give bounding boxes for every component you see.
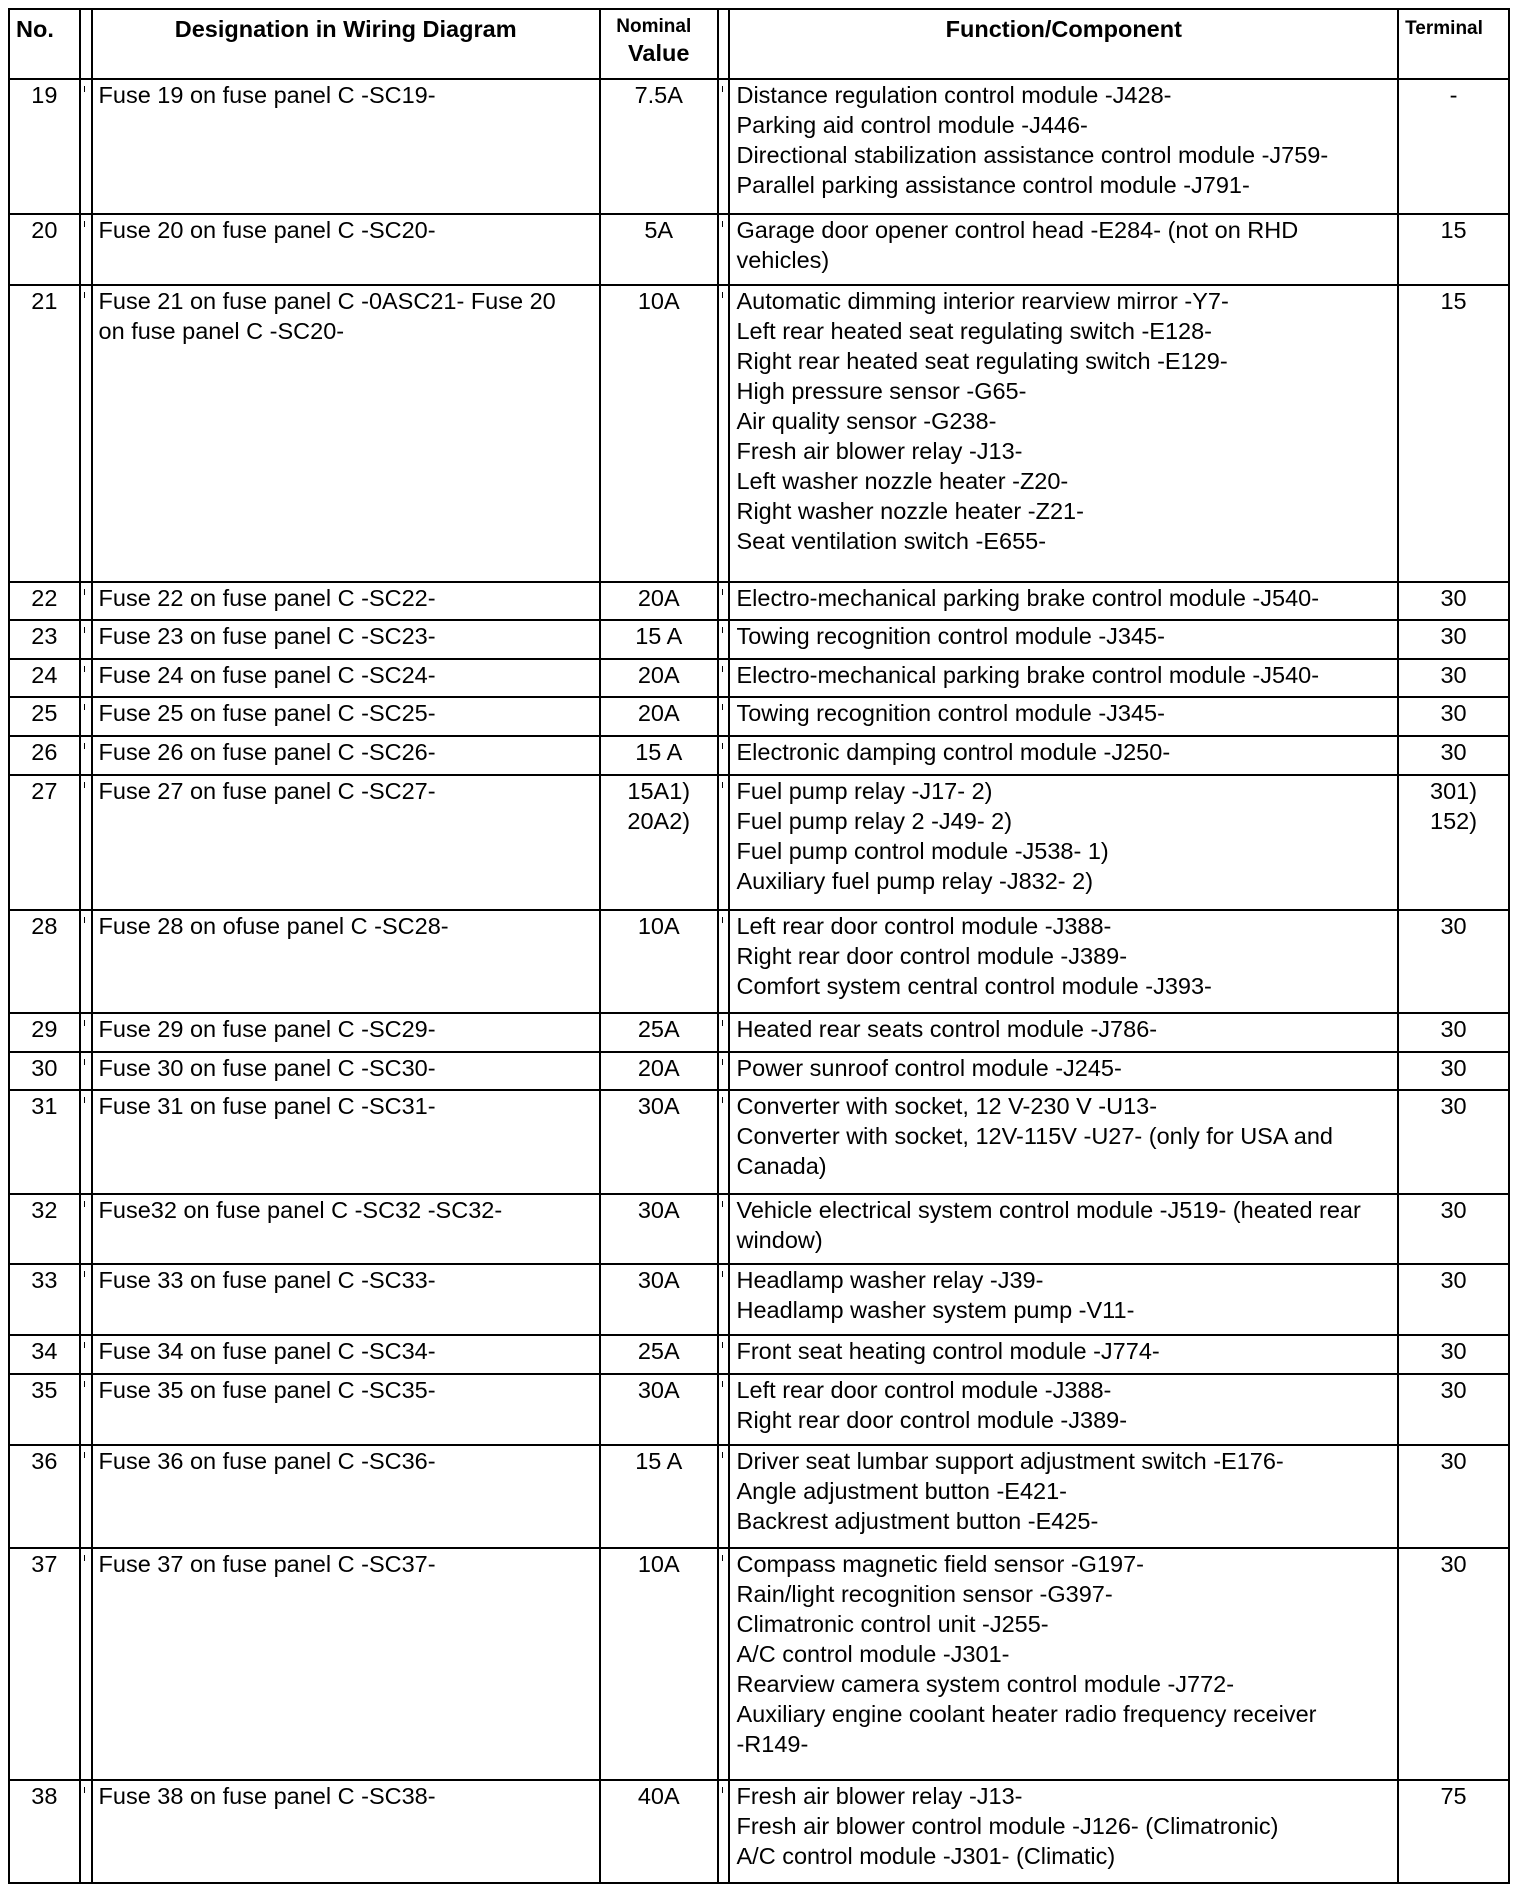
cell-spacer [718, 214, 730, 285]
cell-designation: Fuse 19 on fuse panel C -SC19- [92, 79, 600, 214]
cell-nominal-value: 30A [600, 1194, 718, 1265]
cell-no: 29 [9, 1013, 80, 1052]
cell-terminal: 30 [1398, 1445, 1509, 1548]
cell-spacer [718, 1090, 730, 1193]
cell-function: Garage door opener control head -E284- (not on RHD vehicles) [729, 214, 1398, 285]
cell-nominal-value: 30A [600, 1090, 718, 1193]
table-row [9, 697, 1509, 736]
table-row [9, 1013, 1509, 1052]
cell-designation: Fuse 27 on fuse panel C -SC27- [92, 775, 600, 910]
cell-spacer [718, 1780, 730, 1883]
cell-nominal-value: 7.5A [600, 79, 718, 214]
cell-spacer [80, 1264, 92, 1335]
header-nominal-top: Nominal [616, 16, 692, 37]
table-row [9, 1445, 1509, 1548]
cell-nominal-value: 25A [600, 1013, 718, 1052]
cell-nominal-value: 20A [600, 582, 718, 621]
cell-no: 38 [9, 1780, 80, 1883]
cell-spacer [80, 775, 92, 910]
cell-function: Automatic dimming interior rearview mirror -Y7- Left rear heated seat regulating switch -E128- Right rear heated seat regulating switch -E129- High pressure sensor -G65- Air quality sensor -G238- Fresh air blower relay -J13- Left washer nozzle heater -Z20- Right washer nozzle heater -Z21- Seat ventilation switch -E655- [729, 285, 1398, 581]
cell-terminal: 15 [1398, 214, 1509, 285]
table-row [9, 736, 1509, 775]
cell-spacer [718, 1264, 730, 1335]
table-row [9, 1264, 1509, 1335]
table-row [9, 1052, 1509, 1091]
header-nominal-value [600, 9, 718, 79]
cell-nominal-value: 40A [600, 1780, 718, 1883]
header-nominal-bottom: Value [628, 40, 690, 66]
cell-nominal-value: 25A [600, 1335, 718, 1374]
cell-terminal: 30 [1398, 659, 1509, 698]
cell-spacer [718, 697, 730, 736]
cell-nominal-value: 20A [600, 659, 718, 698]
cell-spacer [718, 775, 730, 910]
cell-no: 24 [9, 659, 80, 698]
cell-designation: Fuse 31 on fuse panel C -SC31- [92, 1090, 600, 1193]
cell-nominal-value: 30A [600, 1264, 718, 1335]
header-function: Function/Component [729, 9, 1398, 79]
cell-spacer [718, 1548, 730, 1780]
cell-no: 27 [9, 775, 80, 910]
cell-designation: Fuse 36 on fuse panel C -SC36- [92, 1445, 600, 1548]
cell-spacer [80, 214, 92, 285]
table-header [9, 9, 1509, 79]
cell-no: 19 [9, 79, 80, 214]
cell-spacer [718, 1445, 730, 1548]
cell-no: 28 [9, 910, 80, 1013]
header-no: No. [9, 9, 80, 79]
cell-terminal: 30 [1398, 582, 1509, 621]
cell-function: Heated rear seats control module -J786- [729, 1013, 1398, 1052]
header-spacer [718, 9, 730, 79]
table-row [9, 214, 1509, 285]
cell-terminal: 30 [1398, 1548, 1509, 1780]
header-row [9, 9, 1509, 79]
cell-designation: Fuse 29 on fuse panel C -SC29- [92, 1013, 600, 1052]
cell-function: Distance regulation control module -J428- Parking aid control module -J446- Directional stabilization assistance control module -J759- Parallel parking assistance control module -J791- [729, 79, 1398, 214]
cell-terminal: - [1398, 79, 1509, 214]
cell-no: 31 [9, 1090, 80, 1193]
cell-spacer [80, 659, 92, 698]
cell-nominal-value: 10A [600, 910, 718, 1013]
cell-terminal: 30 [1398, 1052, 1509, 1091]
cell-designation: Fuse 28 on ofuse panel C -SC28- [92, 910, 600, 1013]
cell-spacer [80, 1194, 92, 1265]
cell-spacer [718, 1052, 730, 1091]
cell-designation: Fuse 33 on fuse panel C -SC33- [92, 1264, 600, 1335]
cell-nominal-value: 20A [600, 697, 718, 736]
cell-spacer [718, 285, 730, 581]
cell-no: 32 [9, 1194, 80, 1265]
cell-function: Electro-mechanical parking brake control module -J540- [729, 582, 1398, 621]
cell-terminal: 30 [1398, 620, 1509, 659]
cell-designation: Fuse 21 on fuse panel C -0ASC21- Fuse 20 on fuse panel C -SC20- [92, 285, 600, 581]
cell-spacer [80, 910, 92, 1013]
cell-terminal: 75 [1398, 1780, 1509, 1883]
cell-function: Fuel pump relay -J17- 2) Fuel pump relay 2 -J49- 2) Fuel pump control module -J538- 1) Auxiliary fuel pump relay -J832- 2) [729, 775, 1398, 910]
table-row [9, 285, 1509, 581]
cell-function: Left rear door control module -J388- Right rear door control module -J389- [729, 1374, 1398, 1445]
table-row [9, 1548, 1509, 1780]
cell-spacer [80, 1335, 92, 1374]
cell-spacer [718, 1194, 730, 1265]
cell-terminal: 301) 152) [1398, 775, 1509, 910]
header-designation: Designation in Wiring Diagram [92, 9, 600, 79]
cell-function: Driver seat lumbar support adjustment switch -E176- Angle adjustment button -E421- Backrest adjustment button -E425- [729, 1445, 1398, 1548]
cell-nominal-value: 15A1) 20A2) [600, 775, 718, 910]
header-terminal: Terminal [1398, 9, 1509, 79]
cell-function: Electronic damping control module -J250- [729, 736, 1398, 775]
header-spacer [80, 9, 92, 79]
cell-designation: Fuse 24 on fuse panel C -SC24- [92, 659, 600, 698]
cell-nominal-value: 15 A [600, 620, 718, 659]
cell-function: Electro-mechanical parking brake control module -J540- [729, 659, 1398, 698]
cell-no: 21 [9, 285, 80, 581]
cell-designation: Fuse 23 on fuse panel C -SC23- [92, 620, 600, 659]
cell-spacer [80, 736, 92, 775]
cell-spacer [80, 79, 92, 214]
cell-nominal-value: 15 A [600, 736, 718, 775]
cell-no: 36 [9, 1445, 80, 1548]
cell-spacer [80, 1445, 92, 1548]
fuse-table [8, 8, 1510, 1884]
table-body [9, 79, 1509, 1883]
cell-spacer [718, 620, 730, 659]
cell-spacer [80, 1374, 92, 1445]
cell-terminal: 30 [1398, 697, 1509, 736]
cell-nominal-value: 5A [600, 214, 718, 285]
cell-terminal: 30 [1398, 1090, 1509, 1193]
table-row [9, 1194, 1509, 1265]
cell-function: Towing recognition control module -J345- [729, 697, 1398, 736]
table-row [9, 582, 1509, 621]
cell-terminal: 30 [1398, 910, 1509, 1013]
cell-spacer [80, 1013, 92, 1052]
cell-spacer [80, 1052, 92, 1091]
cell-function: Fresh air blower relay -J13- Fresh air blower control module -J126- (Climatronic) A/C control module -J301- (Climatic) [729, 1780, 1398, 1883]
cell-spacer [718, 79, 730, 214]
cell-function: Front seat heating control module -J774- [729, 1335, 1398, 1374]
cell-terminal: 30 [1398, 1374, 1509, 1445]
table-row [9, 1780, 1509, 1883]
cell-terminal: 30 [1398, 1264, 1509, 1335]
cell-designation: Fuse32 on fuse panel C -SC32 -SC32- [92, 1194, 600, 1265]
table-row [9, 775, 1509, 910]
cell-spacer [718, 582, 730, 621]
cell-no: 30 [9, 1052, 80, 1091]
cell-designation: Fuse 22 on fuse panel C -SC22- [92, 582, 600, 621]
cell-no: 26 [9, 736, 80, 775]
cell-no: 20 [9, 214, 80, 285]
cell-designation: Fuse 34 on fuse panel C -SC34- [92, 1335, 600, 1374]
cell-designation: Fuse 38 on fuse panel C -SC38- [92, 1780, 600, 1883]
cell-terminal: 30 [1398, 1335, 1509, 1374]
cell-no: 23 [9, 620, 80, 659]
table-row [9, 620, 1509, 659]
cell-nominal-value: 30A [600, 1374, 718, 1445]
cell-spacer [80, 285, 92, 581]
cell-no: 35 [9, 1374, 80, 1445]
cell-designation: Fuse 35 on fuse panel C -SC35- [92, 1374, 600, 1445]
cell-designation: Fuse 37 on fuse panel C -SC37- [92, 1548, 600, 1780]
cell-designation: Fuse 26 on fuse panel C -SC26- [92, 736, 600, 775]
cell-spacer [718, 910, 730, 1013]
cell-terminal: 30 [1398, 1194, 1509, 1265]
cell-no: 33 [9, 1264, 80, 1335]
cell-spacer [718, 736, 730, 775]
cell-spacer [80, 582, 92, 621]
cell-spacer [718, 659, 730, 698]
cell-function: Compass magnetic field sensor -G197- Rain/light recognition sensor -G397- Climatronic control unit -J255- A/C control module -J301- Rearview camera system control module -J772- Auxiliary engine coolant heater radio frequency receiver -R149- [729, 1548, 1398, 1780]
cell-nominal-value: 20A [600, 1052, 718, 1091]
cell-function: Towing recognition control module -J345- [729, 620, 1398, 659]
cell-function: Headlamp washer relay -J39- Headlamp washer system pump -V11- [729, 1264, 1398, 1335]
cell-function: Converter with socket, 12 V-230 V -U13- Converter with socket, 12V-115V -U27- (only for USA and Canada) [729, 1090, 1398, 1193]
cell-terminal: 15 [1398, 285, 1509, 581]
cell-function: Vehicle electrical system control module -J519- (heated rear window) [729, 1194, 1398, 1265]
cell-spacer [80, 1780, 92, 1883]
table-row [9, 910, 1509, 1013]
cell-spacer [718, 1013, 730, 1052]
table-row [9, 1090, 1509, 1193]
cell-designation: Fuse 25 on fuse panel C -SC25- [92, 697, 600, 736]
table-row [9, 1374, 1509, 1445]
cell-spacer [80, 1548, 92, 1780]
table-row [9, 1335, 1509, 1374]
cell-function: Power sunroof control module -J245- [729, 1052, 1398, 1091]
cell-terminal: 30 [1398, 736, 1509, 775]
cell-nominal-value: 15 A [600, 1445, 718, 1548]
cell-designation: Fuse 30 on fuse panel C -SC30- [92, 1052, 600, 1091]
cell-spacer [718, 1374, 730, 1445]
table-row [9, 79, 1509, 214]
cell-spacer [718, 1335, 730, 1374]
cell-designation: Fuse 20 on fuse panel C -SC20- [92, 214, 600, 285]
cell-spacer [80, 697, 92, 736]
table-row [9, 659, 1509, 698]
cell-no: 34 [9, 1335, 80, 1374]
cell-nominal-value: 10A [600, 1548, 718, 1780]
cell-no: 25 [9, 697, 80, 736]
cell-no: 37 [9, 1548, 80, 1780]
cell-nominal-value: 10A [600, 285, 718, 581]
cell-function: Left rear door control module -J388- Right rear door control module -J389- Comfort system central control module -J393- [729, 910, 1398, 1013]
cell-no: 22 [9, 582, 80, 621]
cell-spacer [80, 1090, 92, 1193]
cell-terminal: 30 [1398, 1013, 1509, 1052]
cell-spacer [80, 620, 92, 659]
